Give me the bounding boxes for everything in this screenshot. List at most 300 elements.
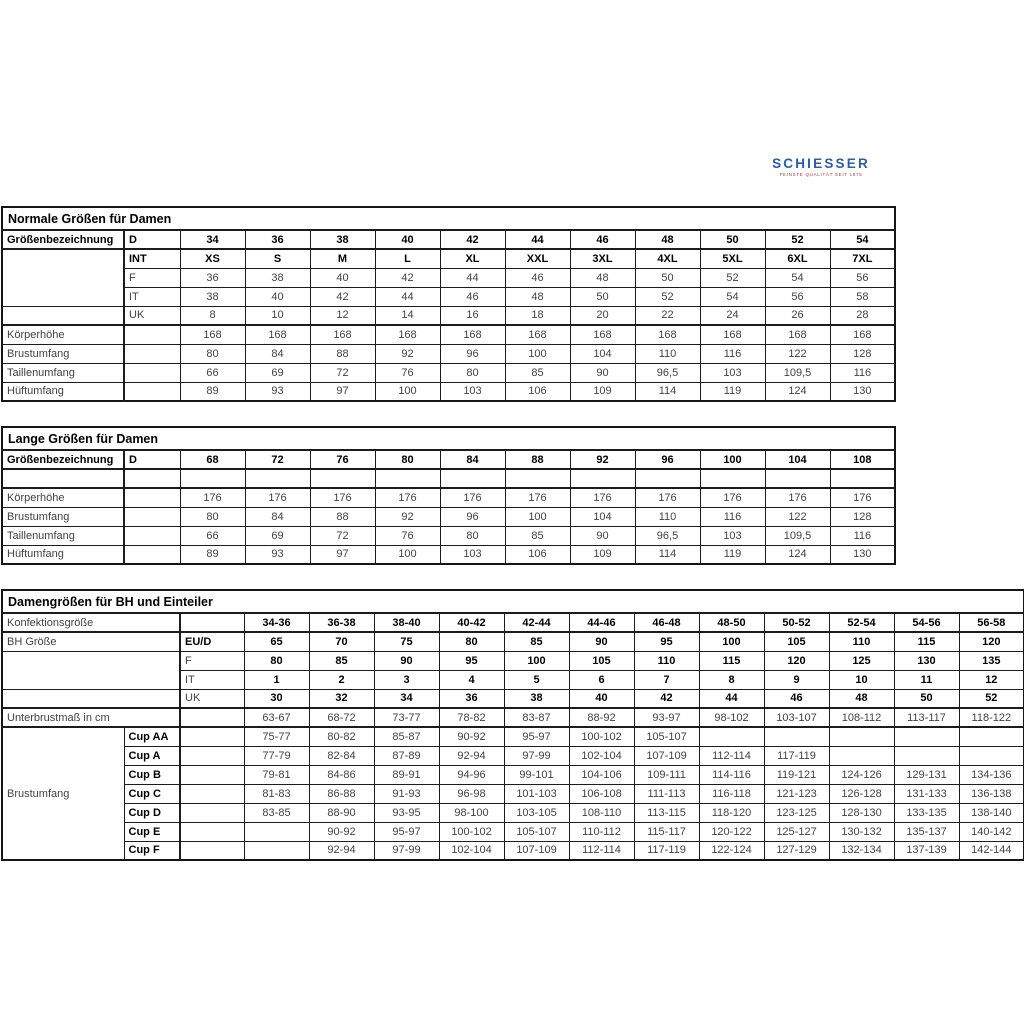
table-cell <box>124 382 180 401</box>
table-cell: 38 <box>180 287 245 306</box>
table-cell: 118-122 <box>959 708 1024 727</box>
row-label: D <box>124 450 180 469</box>
table-cell: 85 <box>505 526 570 545</box>
table-cell <box>310 469 375 488</box>
table-cell: 86-88 <box>309 784 374 803</box>
table-cell: 44 <box>505 230 570 249</box>
table-cell <box>2 249 124 306</box>
table-cell: 96 <box>440 507 505 526</box>
table-cell: 11 <box>894 670 959 689</box>
table-cell: 54-56 <box>894 613 959 632</box>
table-cell: 120-122 <box>699 822 764 841</box>
table-cell: 85-87 <box>374 727 439 746</box>
table-cell: 100 <box>375 545 440 564</box>
table-cell: 52 <box>959 689 1024 708</box>
table-cell <box>180 841 244 860</box>
table-cell: 69 <box>245 526 310 545</box>
table-cell: 168 <box>505 325 570 344</box>
table-cell <box>124 545 180 564</box>
table-cell: 80-82 <box>309 727 374 746</box>
table-cell: 107-109 <box>634 746 699 765</box>
table-cell: 4 <box>439 670 504 689</box>
table-cell: 84-86 <box>309 765 374 784</box>
row-label: Cup A <box>124 746 180 765</box>
table-cell: 96 <box>635 450 700 469</box>
table-cell: 100-102 <box>569 727 634 746</box>
table-cell: 87-89 <box>374 746 439 765</box>
table-cell <box>829 746 894 765</box>
table-cell: 44 <box>375 287 440 306</box>
table-cell: 52 <box>635 287 700 306</box>
table-cell <box>894 746 959 765</box>
table-cell: 44 <box>699 689 764 708</box>
table-cell: 176 <box>310 488 375 507</box>
row-label: UK <box>180 689 244 708</box>
table-cell: 128 <box>830 507 895 526</box>
table-cell: 80 <box>440 363 505 382</box>
table-cell <box>124 507 180 526</box>
table-cell: 93-95 <box>374 803 439 822</box>
table-cell: 122 <box>765 344 830 363</box>
table-cell: 5XL <box>700 249 765 268</box>
table-cell: 90 <box>570 363 635 382</box>
table-cell <box>180 765 244 784</box>
table-cell: 168 <box>180 325 245 344</box>
table-cell: 80 <box>244 651 309 670</box>
table-cell: 93 <box>245 545 310 564</box>
table-cell: 106 <box>505 545 570 564</box>
table-cell: 84 <box>245 507 310 526</box>
table-cell: 40 <box>569 689 634 708</box>
table-cell <box>124 344 180 363</box>
table-cell: 176 <box>375 488 440 507</box>
row-label: Hüftumfang <box>2 382 124 401</box>
table-cell: 50 <box>570 287 635 306</box>
table-cell: 83-87 <box>504 708 569 727</box>
table-cell: 123-125 <box>764 803 829 822</box>
table-cell: 46 <box>440 287 505 306</box>
table-cell: 20 <box>570 306 635 325</box>
table-cell: 80 <box>180 344 245 363</box>
table-cell: L <box>375 249 440 268</box>
table-cell: 52 <box>700 268 765 287</box>
table-cell: 90 <box>570 526 635 545</box>
table-cell: 114 <box>635 545 700 564</box>
table-cell: 176 <box>570 488 635 507</box>
table-cell: 116 <box>830 363 895 382</box>
table-cell: XS <box>180 249 245 268</box>
row-label: D <box>124 230 180 249</box>
table-cell: 92-94 <box>439 746 504 765</box>
row-label: Cup D <box>124 803 180 822</box>
table-cell: 107-109 <box>504 841 569 860</box>
table-cell: 40 <box>375 230 440 249</box>
table-cell: 7XL <box>830 249 895 268</box>
table-cell: 1 <box>244 670 309 689</box>
table-cell: 119 <box>700 382 765 401</box>
table-title: Lange Größen für Damen <box>2 427 895 450</box>
table-cell: 36 <box>180 268 245 287</box>
table-cell: 128-130 <box>829 803 894 822</box>
table-cell: 50 <box>700 230 765 249</box>
row-label: IT <box>180 670 244 689</box>
table-cell: 108 <box>830 450 895 469</box>
table-cell: 109,5 <box>765 363 830 382</box>
table-cell <box>635 469 700 488</box>
table-cell: 10 <box>245 306 310 325</box>
table-cell: 10 <box>829 670 894 689</box>
table-cell: 30 <box>244 689 309 708</box>
table-cell: 88 <box>310 507 375 526</box>
table-cell: 130-132 <box>829 822 894 841</box>
table-cell: 32 <box>309 689 374 708</box>
row-label: Brustumfang <box>2 344 124 363</box>
table-cell: 115 <box>699 651 764 670</box>
table-cell: 88-92 <box>569 708 634 727</box>
table-cell: 125-127 <box>764 822 829 841</box>
row-label: INT <box>124 249 180 268</box>
table-cell: 34 <box>374 689 439 708</box>
table-cell: 70 <box>309 632 374 651</box>
table-title: Damengrößen für BH und Einteiler <box>2 590 1024 613</box>
table-cell: 137-139 <box>894 841 959 860</box>
table-cell: 99-101 <box>504 765 569 784</box>
table-cell: 40 <box>245 287 310 306</box>
table-cell: 128 <box>830 344 895 363</box>
table-cell: 72 <box>245 450 310 469</box>
table-cell: 26 <box>765 306 830 325</box>
table-cell: 114 <box>635 382 700 401</box>
table-cell: 56-58 <box>959 613 1024 632</box>
table-cell: 50 <box>635 268 700 287</box>
table-cell: 80 <box>180 507 245 526</box>
table-cell: 138-140 <box>959 803 1024 822</box>
row-label: Cup AA <box>124 727 180 746</box>
table-cell: 88 <box>310 344 375 363</box>
table-cell: 104-106 <box>569 765 634 784</box>
table-cell: 36 <box>439 689 504 708</box>
table-cell: 40-42 <box>439 613 504 632</box>
table-cell: 66 <box>180 363 245 382</box>
table-cell: 7 <box>634 670 699 689</box>
table-cell <box>959 727 1024 746</box>
table-cell: 54 <box>765 268 830 287</box>
table-cell: 104 <box>570 344 635 363</box>
table-cell: 168 <box>440 325 505 344</box>
table-cell: 48 <box>829 689 894 708</box>
table-cell: 95 <box>439 651 504 670</box>
table-cell: 89 <box>180 382 245 401</box>
table-cell: 38 <box>310 230 375 249</box>
row-label: Größenbezeichnung <box>2 450 124 469</box>
table-cell: 103-107 <box>764 708 829 727</box>
table-cell: 131-133 <box>894 784 959 803</box>
table-cell: 42 <box>310 287 375 306</box>
table-cell: 100 <box>375 382 440 401</box>
table-cell: 76 <box>310 450 375 469</box>
table-cell <box>180 727 244 746</box>
table-cell: 126-128 <box>829 784 894 803</box>
table-cell: 136-138 <box>959 784 1024 803</box>
table-cell <box>124 325 180 344</box>
table-cell: 103-105 <box>504 803 569 822</box>
table-cell: 103 <box>440 382 505 401</box>
table-cell: 176 <box>765 488 830 507</box>
table-cell: 44-46 <box>569 613 634 632</box>
table-cell: 88-90 <box>309 803 374 822</box>
table-cell: 36-38 <box>309 613 374 632</box>
table-cell: 117-119 <box>764 746 829 765</box>
table-cell <box>829 727 894 746</box>
table-cell: 42 <box>440 230 505 249</box>
table-cell: 78-82 <box>439 708 504 727</box>
table-cell: 101-103 <box>504 784 569 803</box>
table-cell: 110-112 <box>569 822 634 841</box>
table-cell: 109-111 <box>634 765 699 784</box>
table-cell <box>700 469 765 488</box>
row-label: Brustumfang <box>2 507 124 526</box>
table-cell: 168 <box>310 325 375 344</box>
table-cell: 82-84 <box>309 746 374 765</box>
table-cell: 95 <box>634 632 699 651</box>
row-label: BH Größe <box>2 632 180 651</box>
table-cell: 130 <box>830 382 895 401</box>
table-cell: 38 <box>504 689 569 708</box>
table-cell: 84 <box>440 450 505 469</box>
table-cell: 3XL <box>570 249 635 268</box>
table-cell: 110 <box>634 651 699 670</box>
row-label: Hüftumfang <box>2 545 124 564</box>
brand-name: SCHIESSER <box>772 156 870 171</box>
table-cell: 48 <box>635 230 700 249</box>
table-cell: 79-81 <box>244 765 309 784</box>
table-cell: 168 <box>375 325 440 344</box>
table-cell: 116 <box>830 526 895 545</box>
table-cell <box>2 689 180 708</box>
table-cell: 22 <box>635 306 700 325</box>
table-cell: 66 <box>180 526 245 545</box>
table-cell: 135-137 <box>894 822 959 841</box>
table-cell: 168 <box>570 325 635 344</box>
table-cell: 93-97 <box>634 708 699 727</box>
table-cell: 127-129 <box>764 841 829 860</box>
table-cell: 48 <box>570 268 635 287</box>
table-cell: 130 <box>894 651 959 670</box>
table-cell: S <box>245 249 310 268</box>
table-cell: 36 <box>245 230 310 249</box>
table-cell: 119 <box>700 545 765 564</box>
table-cell: 42 <box>375 268 440 287</box>
table-cell: 6XL <box>765 249 830 268</box>
table-cell: 168 <box>245 325 310 344</box>
table-cell <box>124 488 180 507</box>
table-cell: 96 <box>440 344 505 363</box>
table-cell: 5 <box>504 670 569 689</box>
row-label: Taillenumfang <box>2 363 124 382</box>
table-cell: 80 <box>439 632 504 651</box>
table-cell: 176 <box>440 488 505 507</box>
table-cell: 46 <box>570 230 635 249</box>
table-cell: 90 <box>374 651 439 670</box>
table-cell: 118-120 <box>699 803 764 822</box>
row-label: F <box>180 651 244 670</box>
table-cell <box>180 784 244 803</box>
table-cell: 108-112 <box>829 708 894 727</box>
table-cell: 176 <box>635 488 700 507</box>
table-cell: 100 <box>700 450 765 469</box>
table-cell: 122 <box>765 507 830 526</box>
table-cell: 103 <box>440 545 505 564</box>
long-sizes-table <box>1 426 896 565</box>
table-cell: 168 <box>830 325 895 344</box>
table-cell <box>959 746 1024 765</box>
table-cell: 134-136 <box>959 765 1024 784</box>
table-cell: 75 <box>374 632 439 651</box>
table-cell: 112-114 <box>569 841 634 860</box>
table-cell: 140-142 <box>959 822 1024 841</box>
brand-tagline: FEINSTE QUALITÄT SEIT 1875 <box>779 172 863 177</box>
table-cell: 91-93 <box>374 784 439 803</box>
table-cell: 129-131 <box>894 765 959 784</box>
table-cell: 100 <box>699 632 764 651</box>
table-cell: 34 <box>180 230 245 249</box>
table-cell <box>2 306 124 325</box>
table-cell: 100 <box>504 651 569 670</box>
table-cell: 92-94 <box>309 841 374 860</box>
table-cell <box>764 727 829 746</box>
table-cell: 109 <box>570 545 635 564</box>
table-cell: 176 <box>700 488 765 507</box>
table-cell: 84 <box>245 344 310 363</box>
table-cell: 97-99 <box>374 841 439 860</box>
table-cell: 9 <box>764 670 829 689</box>
table-cell: 96-98 <box>439 784 504 803</box>
table-cell: 68-72 <box>309 708 374 727</box>
table-cell: 106 <box>505 382 570 401</box>
row-label: Cup E <box>124 822 180 841</box>
table-cell: 72 <box>310 363 375 382</box>
table-cell: 96,5 <box>635 526 700 545</box>
table-cell <box>124 363 180 382</box>
table-cell: 124-126 <box>829 765 894 784</box>
table-cell: 77-79 <box>244 746 309 765</box>
table-cell: 112-114 <box>699 746 764 765</box>
table-cell: 106-108 <box>569 784 634 803</box>
table-cell: 52 <box>765 230 830 249</box>
table-cell <box>830 469 895 488</box>
table-cell: 48-50 <box>699 613 764 632</box>
row-label: Cup C <box>124 784 180 803</box>
row-label: IT <box>124 287 180 306</box>
table-cell: 56 <box>765 287 830 306</box>
table-cell: 113-117 <box>894 708 959 727</box>
table-cell: 73-77 <box>374 708 439 727</box>
table-cell: 142-144 <box>959 841 1024 860</box>
table-cell: 104 <box>765 450 830 469</box>
table-cell: 105 <box>569 651 634 670</box>
table-cell <box>2 469 124 488</box>
row-label: Brustumfang <box>2 727 124 860</box>
table-cell: 46 <box>505 268 570 287</box>
table-cell: 117-119 <box>634 841 699 860</box>
table-cell: 28 <box>830 306 895 325</box>
table-cell <box>440 469 505 488</box>
row-label: Größenbezeichnung <box>2 230 124 249</box>
row-label: Körperhöhe <box>2 325 124 344</box>
table-cell: 100-102 <box>439 822 504 841</box>
row-label: F <box>124 268 180 287</box>
table-cell: 116 <box>700 507 765 526</box>
table-cell: 14 <box>375 306 440 325</box>
table-cell: 89-91 <box>374 765 439 784</box>
table-cell: 121-123 <box>764 784 829 803</box>
table-cell: 116-118 <box>699 784 764 803</box>
row-label: Cup F <box>124 841 180 860</box>
table-cell: 12 <box>959 670 1024 689</box>
table-cell: 54 <box>700 287 765 306</box>
table-cell: 92 <box>570 450 635 469</box>
table-cell: 115-117 <box>634 822 699 841</box>
table-cell: 76 <box>375 363 440 382</box>
table-cell: 122-124 <box>699 841 764 860</box>
table-cell: 8 <box>180 306 245 325</box>
table-cell <box>180 613 244 632</box>
table-cell: 83-85 <box>244 803 309 822</box>
table-cell: 50 <box>894 689 959 708</box>
table-cell <box>244 822 309 841</box>
table-cell: 38-40 <box>374 613 439 632</box>
table-cell: 110 <box>635 507 700 526</box>
table-cell: 85 <box>309 651 374 670</box>
table-cell: 119-121 <box>764 765 829 784</box>
table-cell: 97 <box>310 545 375 564</box>
table-cell: 110 <box>635 344 700 363</box>
table-cell <box>765 469 830 488</box>
bra-sizes-table <box>1 589 1024 861</box>
table-cell: 105-107 <box>504 822 569 841</box>
table-cell: 80 <box>440 526 505 545</box>
table-cell: 58 <box>830 287 895 306</box>
table-cell: 72 <box>310 526 375 545</box>
table-cell: 89 <box>180 545 245 564</box>
table-cell: 56 <box>830 268 895 287</box>
table-cell: 115 <box>894 632 959 651</box>
table-cell: 12 <box>310 306 375 325</box>
table-cell: 90 <box>569 632 634 651</box>
table-cell: 75-77 <box>244 727 309 746</box>
table-cell: 46-48 <box>634 613 699 632</box>
table-cell: 103 <box>700 526 765 545</box>
table-cell: 88 <box>505 450 570 469</box>
table-cell: 68 <box>180 450 245 469</box>
table-cell: 124 <box>765 382 830 401</box>
table-cell: 102-104 <box>439 841 504 860</box>
table-cell: 98-100 <box>439 803 504 822</box>
table-cell <box>375 469 440 488</box>
table-cell: 176 <box>245 488 310 507</box>
table-cell: 93 <box>245 382 310 401</box>
table-cell <box>180 746 244 765</box>
table-cell: XXL <box>505 249 570 268</box>
table-cell: 92 <box>375 344 440 363</box>
table-cell <box>2 651 180 689</box>
table-cell: 85 <box>504 632 569 651</box>
table-cell: 109,5 <box>765 526 830 545</box>
table-cell <box>245 469 310 488</box>
table-cell: 120 <box>764 651 829 670</box>
row-label: Cup B <box>124 765 180 784</box>
table-cell: 3 <box>374 670 439 689</box>
